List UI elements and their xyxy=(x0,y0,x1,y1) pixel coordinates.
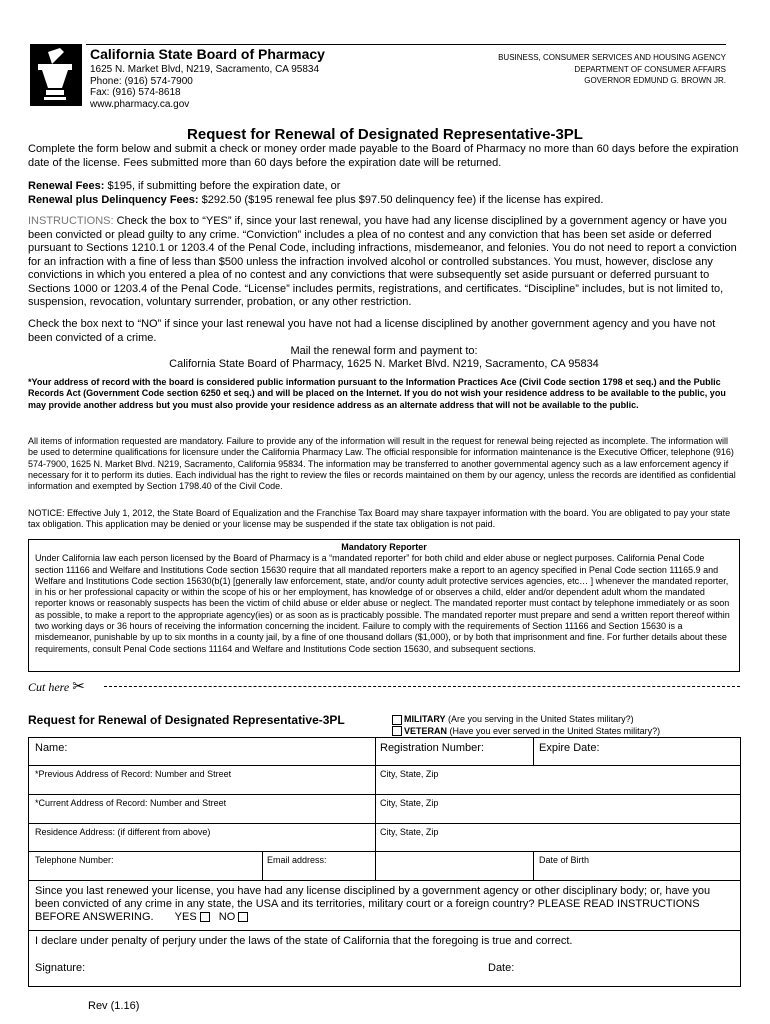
intro-text: Complete the form below and submit a check or money order made payable to the Board of Pharmacy no more than 60 days before the expiration date of the license. Fees submitted more than 60 days before the expiration date will be returned. xyxy=(28,143,739,169)
residence-city-field[interactable]: City, State, Zip xyxy=(380,827,439,837)
mandatory-reporter-box xyxy=(28,539,740,672)
military-label: MILITARY xyxy=(404,714,446,724)
mandatory-info: All items of information requested are mandatory. Failure to provide any of the information will result in the request for renewal being rejected as incomplete. The information will be used to determine qualifications for licensure under the California Pharmacy Law. The official responsible for information maintenance is the Executive Officer, telephone (916) 574-7900, 1625 N. Market Blvd. N219, Sacramento, California 95834. The information may be transferred to another governmental agency such as a law enforcement agency if necessary for it to perform its duties. Each individual has the right to review the files or records maintained on them by our agency, unless the records are identified as confidential information and exempted by Section 1798.40 of the Civil Code. xyxy=(28,436,736,492)
revision-number: Rev (1.16) xyxy=(88,1000,140,1012)
cut-here-label xyxy=(28,677,85,695)
veteran-label: VETERAN xyxy=(404,725,448,736)
military-status xyxy=(392,714,660,737)
signature-field[interactable]: Signature: xyxy=(35,962,86,974)
header-rule xyxy=(86,44,726,45)
mandatory-reporter-title: Mandatory Reporter xyxy=(341,542,427,552)
public-notice: *Your address of record with the board is considered public information pursuant to the Information Practices Ace (Civil Code section 1798 et seq.) and the Public Records Act (Government Code section 6250 et seq.) and will be placed on the Internet. If you do not wish your residence address to be available to the public, you may provide another address but you must also provide your residence address as an alternate address that will not be available to the public. xyxy=(28,377,726,410)
tax-notice: NOTICE: Effective July 1, 2012, the State Board of Equalization and the Franchise Tax Board may share taxpayer information with the board. You are obligated to pay your state tax obligation. This application may be denied or your license may be suspended if the state tax obligation is not paid. xyxy=(28,508,731,530)
pharmacy-logo xyxy=(30,44,82,106)
no-label: NO xyxy=(218,911,236,923)
yes-checkbox[interactable] xyxy=(200,912,210,922)
board-address: 1625 N. Market Blvd, N219, Sacramento, CA 95834 xyxy=(90,64,320,75)
mail-address: California State Board of Pharmacy, 1625 N. Market Blvd. N219, Sacramento, CA 95834 xyxy=(169,358,599,370)
agency-line: BUSINESS, CONSUMER SERVICES AND HOUSING AGENCY xyxy=(498,53,726,62)
instructions-block xyxy=(28,215,740,310)
no-instructions: Check the box next to “NO” if since your last renewal you have not had a license disciplined by another government agency and you have not been convicted of a crime. xyxy=(28,318,716,344)
board-name: California State Board of Pharmacy xyxy=(90,46,325,62)
board-contact xyxy=(90,64,319,110)
instructions-text: Check the box to “YES” if, since your last renewal, you have had any license disciplined by a government agency or have you been convicted or plead guilty to any crime. “Conviction” includes a plea of no contest and any conviction that has been set aside or deferred pursuant to Sections 1210.1 or 1203.4 of the Penal Code, including infractions, misdemeanor, and felonies. You do not need to report a conviction for an infraction with a fine of less than $500 unless the infraction involved alcohol or controlled substances. You must, however, disclose any convictions in which you entered a plea of no contest and any convictions that were subsequently set aside pursuant or deferred pursuant to Sections 1000 or 1203.4 of the Penal Code. “License” includes permits, registrations, and certificates. “Discipline” includes, but is not limited to, suspension, revocation, voluntary surrender, probation, or any other restriction. xyxy=(28,215,737,308)
registration-number-field[interactable]: Registration Number: xyxy=(380,742,484,754)
mail-line-1: Mail the renewal form and payment to: xyxy=(290,345,478,357)
military-hint: (Are you serving in the United States military?) xyxy=(445,714,634,724)
mortar-and-pestle-icon xyxy=(30,44,82,106)
board-website: www.pharmacy.ca.gov xyxy=(90,98,190,110)
discipline-question xyxy=(35,885,734,924)
previous-address-field[interactable]: *Previous Address of Record: Number and Street xyxy=(35,769,232,779)
governor-line: GOVERNOR EDMUND G. BROWN JR. xyxy=(584,76,726,85)
department-line: DEPARTMENT OF CONSUMER AFFAIRS xyxy=(574,64,726,74)
name-field[interactable]: Name: xyxy=(35,742,68,754)
no-checkbox[interactable] xyxy=(238,912,248,922)
current-city-field[interactable]: City, State, Zip xyxy=(380,798,439,808)
fees-block xyxy=(28,180,740,207)
mandatory-reporter-text: Under California law each person licensed by the Board of Pharmacy is a “mandated reporter” for both child and elder abuse or neglect purposes. California Penal Code section 11166 and Welfare and Institutions Code section 15630 require that all mandated reporters make a report to an agency specified in Penal Code section 11165.9 and Welfare and Institutions Code section 15630(b(1) [generally law enforcement, state, and/or county adult protective services agencies, etc… ] whenever the mandated reporter, in his or her professional capacity or within the scope of his or her employment, has knowledge of or observes a child, elder and/or dependent adult whom the mandated reporter knows or reasonably suspects has been the victim of child abuse or elder abuse or neglect. The mandated reporter must contact by telephone immediately or as soon as possible, to make a report to the appropriate agency(ies) or as soon as is practicably possible. The mandated reporter must prepare and send a written report thereof within two working days or 36 hours of receiving the information concerning the incident. Failure to comply with the requirements of Section 11166 and Section 15630 is a misdemeanor, punishable by up to six months in a county jail, by a fine of one thousand dollars ($1,000), or by both that imprisonment and fine. For further details about these requirements, consult Penal Code sections 11164 and Welfare and Institutions Code section 15630, and subsequent sections. xyxy=(35,553,730,654)
board-phone: Phone: (916) 574-7900 xyxy=(90,75,193,87)
form-title: Request for Renewal of Designated Representative-3PL xyxy=(28,713,345,727)
renewal-fee-text: $195, if submitting before the expiration date, or xyxy=(104,180,341,192)
discipline-question-text: Since you last renewed your license, you have had any license disciplined by a government agency or other disciplinary body; or, have you been convicted of any crime in any state, the USA and its territories, military court or a foreign country? PLEASE READ INSTRUCTIONS BEFORE ANSWERING. xyxy=(35,885,711,923)
veteran-hint: (Have you ever served in the United States military?) xyxy=(447,725,661,736)
cut-line xyxy=(104,686,740,687)
agency-block xyxy=(498,52,726,87)
yes-label: YES xyxy=(174,911,197,923)
expire-date-field[interactable]: Expire Date: xyxy=(539,742,600,754)
residence-address-field[interactable]: Residence Address: (if different from above) xyxy=(35,827,211,837)
date-field[interactable]: Date: xyxy=(488,962,515,974)
cut-here-text: Cut here xyxy=(28,680,70,694)
date-of-birth-field[interactable]: Date of Birth xyxy=(539,855,590,865)
previous-city-field[interactable]: City, State, Zip xyxy=(380,769,439,779)
telephone-field[interactable]: Telephone Number: xyxy=(35,855,114,865)
current-address-field[interactable]: *Current Address of Record: Number and Street xyxy=(35,798,227,808)
yes-option[interactable] xyxy=(175,911,212,923)
instructions-label: INSTRUCTIONS: xyxy=(28,215,114,227)
declaration-text: I declare under penalty of perjury under the laws of the state of California that the foregoing is true and correct. xyxy=(35,935,573,947)
email-field[interactable]: Email address: xyxy=(267,855,327,865)
delinquency-fee-text: $292.50 ($195 renewal fee plus $97.50 delinquency fee) if the license has expired. xyxy=(198,193,604,206)
page-title: Request for Renewal of Designated Representative-3PL xyxy=(187,126,583,143)
scissors-icon: ✂ xyxy=(72,677,85,695)
veteran-checkbox[interactable] xyxy=(392,726,402,736)
renewal-form xyxy=(28,737,741,987)
delinquency-fee-label: Renewal plus Delinquency Fees: xyxy=(28,193,199,206)
no-option[interactable] xyxy=(219,911,251,923)
board-fax: Fax: (916) 574-8618 xyxy=(90,87,181,98)
military-checkbox[interactable] xyxy=(392,715,402,725)
renewal-fee-label: Renewal Fees: xyxy=(28,180,105,192)
